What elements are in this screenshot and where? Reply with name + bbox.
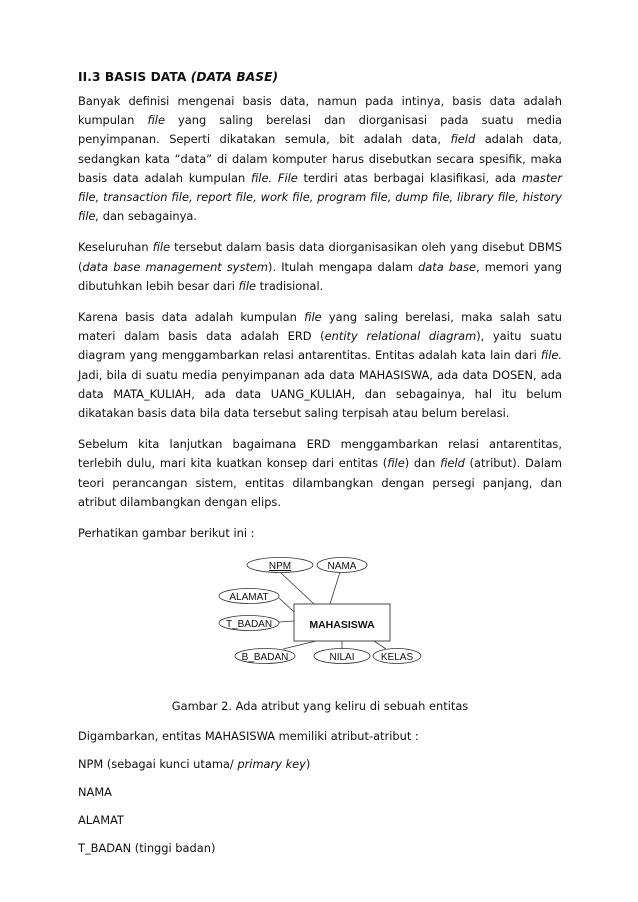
text-run: adalah data, sedangkan kata “data” di dalam komputer harus disebutkan secara spesifik, maka basis data adalah kumpulan — [78, 132, 563, 185]
italic-text: field — [440, 456, 465, 471]
italic-text: master file, transaction file, report file, work file, program file, dump file, library file, history file, — [78, 170, 562, 224]
attr-nilai-label: NILAI — [329, 652, 355, 664]
edge-tbadan — [279, 621, 294, 622]
edge-kelas — [374, 641, 386, 649]
attr-bbadan-label: B_BADAN — [241, 652, 289, 664]
text-run: Sebelum kita lanjutkan bagaimana ERD menggambarkan relasi antarentitas, terlebih dulu, mari kita kuatkan konsep dari entitas ( — [78, 437, 562, 471]
text-run: yang saling berelasi dan diorganisasi pada suatu media penyimpanan. Seperti dikatakan semula, bit adalah data, — [78, 113, 562, 147]
italic-text: file — [304, 310, 322, 325]
italic-text: file. — [540, 348, 562, 363]
paragraph — [78, 238, 562, 296]
list-item — [78, 755, 562, 774]
text-run: terdiri atas berbagai klasifikasi, ada — [297, 170, 522, 185]
edge-alamat — [279, 598, 294, 612]
italic-text: file — [387, 456, 405, 471]
paragraphs — [78, 92, 562, 543]
list-item-suffix: ) — [305, 757, 311, 772]
italic-text: file. — [250, 170, 273, 185]
list-item-text: NPM (sebagai kunci utama/ — [78, 757, 238, 772]
text-run: ), yaitu suatu diagram yang menggambarkan relasi antarentitas. Entitas adalah kata lain dari — [78, 329, 562, 363]
text-run: (atribut). Dalam teori perancangan sistem, entitas dilambangkan dengan persegi panjang, dan atribut dilambangkan dengan elips. — [78, 456, 563, 509]
section-title: II.3 BASIS DATA — [78, 70, 187, 84]
section-heading — [78, 70, 562, 84]
text-run: , memori yang dibutuhkan lebih besar dari — [78, 259, 562, 293]
text-run: Jadi, bila di suatu media penyimpanan ada data MAHASISWA, ada data DOSEN, ada data MATA_KULIAH, ada data UANG_KULIAH, dan sebagainya, hal itu belum dikatakan basis data bila data tersebut saling terpisah atau belum berelasi. — [78, 367, 562, 421]
attr-npm-label: NPM — [268, 561, 292, 573]
text-run: tradisional. — [256, 278, 324, 293]
paragraph — [78, 524, 562, 543]
italic-text: File — [277, 170, 298, 185]
edge-bbadan — [283, 641, 316, 649]
paragraph — [78, 435, 562, 512]
attr-kelas-label: KELAS — [380, 652, 414, 664]
text-run: Karena basis data adalah kumpulan — [78, 310, 305, 325]
attr-alamat-label: ALAMAT — [229, 592, 269, 604]
attr-tbadan-label: T_BADAN — [225, 619, 273, 631]
text-run: dan sebagainya. — [99, 209, 197, 224]
italic-text: file — [238, 278, 257, 293]
document-body — [78, 70, 562, 867]
italic-text: entity relational diagram — [324, 329, 477, 344]
list-item — [78, 811, 562, 830]
italic-text: data base — [418, 259, 476, 274]
list-item-text: ALAMAT — [78, 813, 124, 828]
list-intro: Digambarkan, entitas MAHASISWA memiliki atribut-atribut : — [78, 729, 419, 744]
erd-figure — [78, 555, 562, 681]
text-run: yang saling berelasi, maka salah satu materi dalam basis data adalah ERD ( — [78, 310, 562, 344]
paragraph — [78, 92, 562, 226]
attribute-list — [78, 755, 562, 858]
list-item — [78, 783, 562, 802]
entity-mahasiswa-label: MAHASISWA — [309, 619, 375, 632]
list-item-text: NAMA — [78, 785, 112, 800]
list-item — [78, 839, 562, 858]
section-title-italic: (DATA BASE) — [190, 70, 279, 84]
text-run: Keseluruhan — [78, 240, 153, 255]
italic-text: file — [152, 240, 171, 255]
text-run: Banyak definisi mengenai basis data, namun pada intinya, basis data adalah kumpulan — [78, 94, 562, 128]
edge-nama — [330, 572, 340, 604]
list-item-text: T_BADAN (tinggi badan) — [78, 841, 216, 856]
figure-caption: Gambar 2. Ada atribut yang keliru di sebuah entitas — [171, 699, 469, 714]
italic-text: field — [450, 132, 476, 147]
text-run: ). Itulah mengapa dalam — [268, 259, 419, 274]
attr-nama-label: NAMA — [327, 561, 357, 573]
erd-diagram — [78, 555, 562, 681]
list-item-italic: primary key — [237, 757, 306, 772]
text-run: Perhatikan gambar berikut ini : — [78, 526, 255, 541]
text-run: ) dan — [404, 456, 441, 471]
edge-npm — [280, 572, 314, 604]
italic-text: data base management system — [82, 259, 269, 274]
text-run: tersebut dalam basis data diorganisasikan oleh yang disebut DBMS ( — [78, 240, 562, 274]
paragraph — [78, 308, 562, 423]
italic-text: file — [147, 113, 165, 128]
